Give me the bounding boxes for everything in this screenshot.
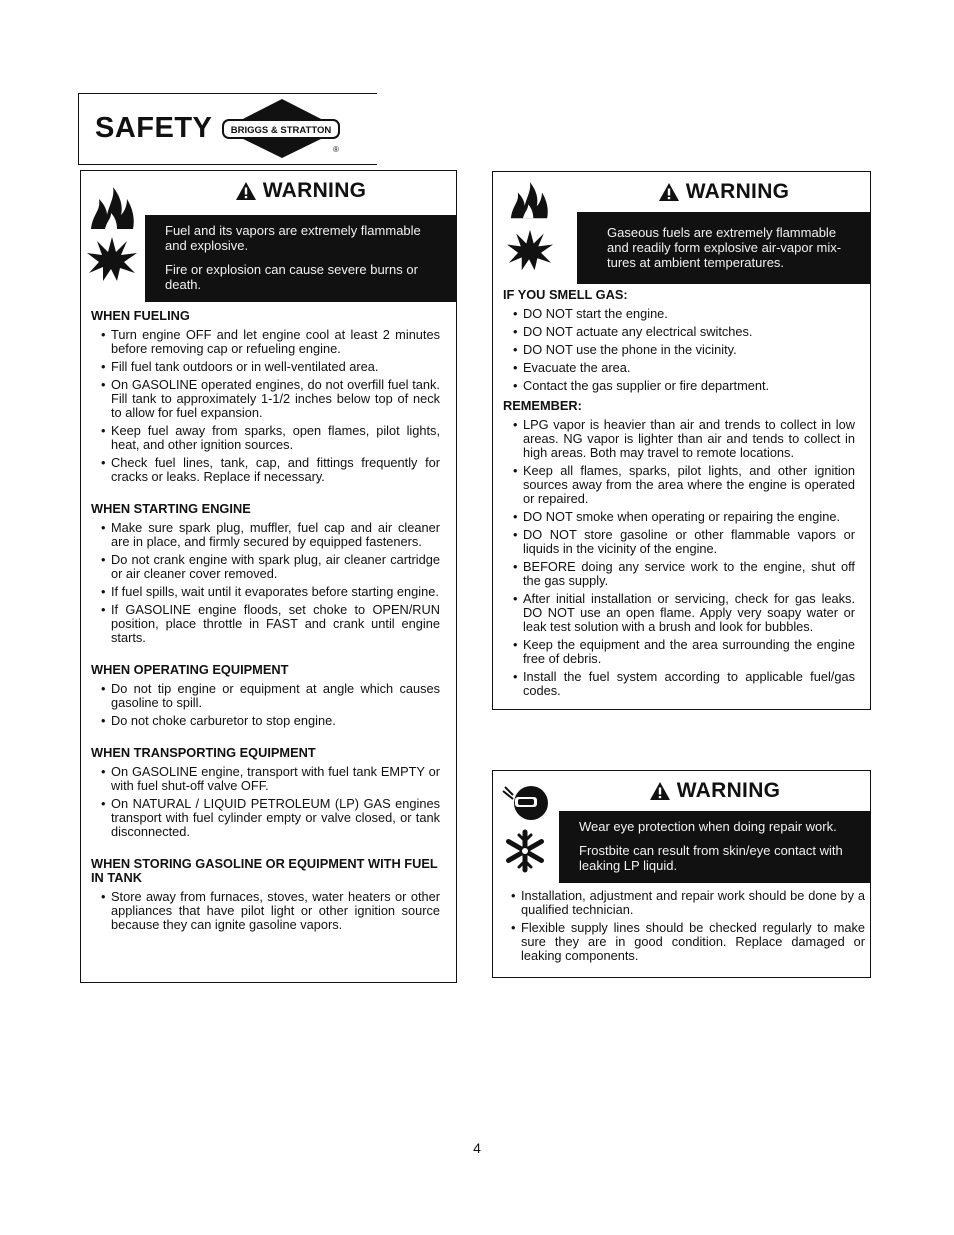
list-item: • Fill fuel tank outdoors or in well-ventilated area.	[91, 360, 440, 374]
hazard-icons	[493, 172, 577, 284]
list-item: • DO NOT start the engine.	[503, 307, 855, 321]
warning-heading-text: WARNING	[262, 179, 367, 202]
warning-triangle-icon	[649, 781, 671, 801]
list-item: • DO NOT actuate any electrical switches.	[503, 325, 855, 339]
section-when-fueling	[91, 309, 440, 484]
warning-heading	[577, 172, 870, 212]
warning-triangle-icon	[235, 181, 257, 201]
warning-message-line: Gaseous fuels are extremely flammable and readily form explosive air-vapor mix-tures at ambient temperatures.	[607, 225, 842, 270]
list-item: • Keep the equipment and the area surrounding the engine free of debris.	[503, 638, 855, 666]
explosion-icon	[507, 228, 553, 272]
list-item: • Do not tip engine or equipment at angle which causes gasoline to spill.	[91, 682, 440, 710]
gas-warning-box	[492, 171, 871, 710]
safety-header	[78, 93, 377, 165]
list-item: • Keep all flames, sparks, pilot lights, and other ignition sources away from the area where the engine is operated or repaired.	[503, 464, 855, 506]
list-item: • On NATURAL / LIQUID PETROLEUM (LP) GAS engines transport with fuel cylinder empty or valve closed, or tank disconnected.	[91, 797, 440, 839]
section-if-you-smell-gas	[503, 288, 855, 393]
section-heading: REMEMBER:	[503, 398, 582, 413]
section-when-operating-equipment	[91, 663, 440, 728]
list-item: • BEFORE doing any service work to the engine, shut off the gas supply.	[503, 560, 855, 588]
list-item: • Flexible supply lines should be checked regularly to make sure they are in good condition. Replace damaged or leaking components.	[501, 921, 865, 963]
list-item: • Evacuate the area.	[503, 361, 855, 375]
section-when-starting-engine	[91, 502, 440, 645]
section-remember	[503, 399, 855, 698]
section-heading: WHEN STORING GASOLINE OR EQUIPMENT WITH FUEL IN TANK	[91, 856, 438, 885]
briggs-stratton-logo	[217, 96, 347, 160]
section-heading: WHEN STARTING ENGINE	[91, 501, 251, 516]
explosion-icon	[87, 237, 137, 281]
fire-icon	[87, 187, 137, 231]
list-item: • Installation, adjustment and repair work should be done by a qualified technician.	[501, 889, 865, 917]
list-item: • After initial installation or servicing, check for gas leaks. DO NOT use an open flame. Apply very soapy water or leak test solution with a brush and look for bubbles.	[503, 592, 855, 634]
warning-heading-text: WARNING	[676, 779, 781, 802]
list-item: • Turn engine OFF and let engine cool at least 2 minutes before removing cap or refueling engine.	[91, 328, 440, 356]
list-item: • Contact the gas supplier or fire department.	[503, 379, 855, 393]
list-item: • LPG vapor is heavier than air and trends to collect in low areas. NG vapor is lighter than air and tends to collect in high areas. Both may travel to remote locations.	[503, 418, 855, 460]
warning-message	[559, 811, 870, 883]
section-heading: IF YOU SMELL GAS:	[503, 287, 628, 302]
warning-heading-text: WARNING	[685, 180, 790, 203]
warning-message-line: Fire or explosion can cause severe burns or death.	[165, 262, 418, 292]
list-item: • Check fuel lines, tank, cap, and fittings frequently for cracks or leaks. Replace if necessary.	[91, 456, 440, 484]
section-heading: WHEN OPERATING EQUIPMENT	[91, 662, 289, 677]
warning-message-line: Fuel and its vapors are extremely flammable and explosive.	[165, 223, 421, 253]
list-item: • Keep fuel away from sparks, open flames, pilot lights, heat, and other ignition sources.	[91, 424, 440, 452]
fire-icon	[507, 182, 551, 220]
list-item: • If fuel spills, wait until it evaporates before starting engine.	[91, 585, 440, 599]
warning-heading	[145, 171, 456, 211]
list-item: • Install the fuel system according to applicable fuel/gas codes.	[503, 670, 855, 698]
list-item: • If GASOLINE engine floods, set choke to OPEN/RUN position, place throttle in FAST and crank until engine starts.	[91, 603, 440, 645]
warning-message	[577, 212, 870, 284]
list-item: • DO NOT store gasoline or other flammable vapors or liquids in the vicinity of the engine.	[503, 528, 855, 556]
hazard-icons	[81, 171, 145, 301]
section-heading: WHEN TRANSPORTING EQUIPMENT	[91, 745, 316, 760]
list-item: • Do not choke carburetor to stop engine.	[91, 714, 440, 728]
section-heading: WHEN FUELING	[91, 308, 190, 323]
warning-message	[145, 215, 456, 302]
repair-safety-content	[501, 889, 865, 967]
warning-triangle-icon	[658, 182, 680, 202]
section-when-storing-gasoline	[91, 857, 440, 932]
safety-goggles-icon	[501, 783, 549, 823]
brand-name: BRIGGS & STRATTON	[230, 125, 332, 136]
warning-heading	[559, 771, 870, 811]
warning-message-line: Wear eye protection when doing repair work.	[579, 819, 837, 834]
section-when-transporting-equipment	[91, 746, 440, 839]
gas-safety-content	[503, 288, 855, 702]
eye-protection-warning-box	[492, 770, 871, 978]
list-item: • Store away from furnaces, stoves, water heaters or other appliances that have pilot light or other ignition source because they can ignite gasoline vapors.	[91, 890, 440, 932]
list-item: • DO NOT use the phone in the vicinity.	[503, 343, 855, 357]
list-item: • On GASOLINE engine, transport with fuel tank EMPTY or with fuel shut-off valve OFF.	[91, 765, 440, 793]
page-title: SAFETY	[95, 112, 213, 144]
list-item: • On GASOLINE operated engines, do not overfill fuel tank. Fill tank to approximately 1-1/2 inches below top of neck to allow for fuel expansion.	[91, 378, 440, 420]
hazard-icons	[493, 771, 559, 887]
frostbite-snowflake-icon	[503, 829, 547, 873]
list-item: • DO NOT smoke when operating or repairing the engine.	[503, 510, 855, 524]
fuel-safety-content	[91, 309, 440, 950]
page-number: 4	[473, 1140, 481, 1156]
list-item: • Make sure spark plug, muffler, fuel cap and air cleaner are in place, and firmly secured by equipped fasteners.	[91, 521, 440, 549]
fuel-warning-box	[80, 170, 457, 983]
registered-mark: ®	[333, 145, 339, 154]
list-item: • Do not crank engine with spark plug, air cleaner cartridge or air cleaner cover removed.	[91, 553, 440, 581]
warning-message-line: Frostbite can result from skin/eye contact with leaking LP liquid.	[579, 843, 843, 873]
